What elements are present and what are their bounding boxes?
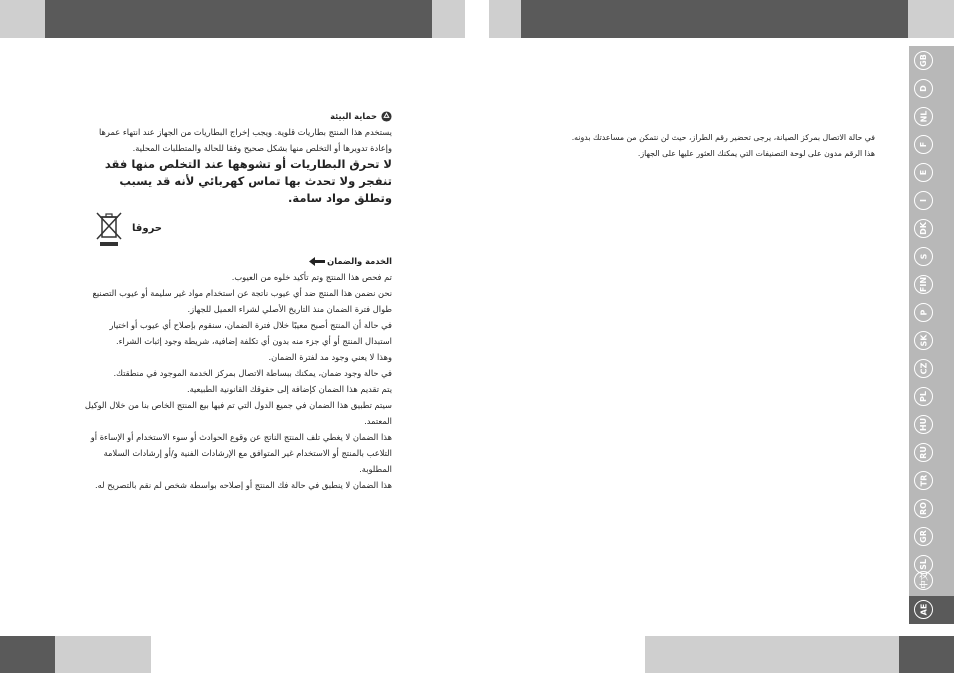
footer-block-left-light (55, 636, 151, 673)
service-paragraph: وهذا لا يعني وجود مد لفترة الضمان. (268, 352, 392, 362)
language-tab[interactable]: I (914, 191, 933, 210)
language-tab[interactable]: NL (914, 107, 933, 126)
language-tab[interactable]: SL (914, 555, 933, 574)
service-paragraph: يتم تقديم هذا الضمان كإضافة إلى حقوقك القانونية الطبيعية. (186, 384, 392, 394)
language-tab[interactable]: E (914, 163, 933, 182)
language-tab[interactable]: S (914, 247, 933, 266)
footer-block-left-dark (0, 636, 55, 673)
recycle-icon (381, 111, 392, 122)
service-center-paragraph: في حالة الاتصال بمركز الصيانة، يرجى تحضير رقم الطراز، حيث لن نتمكن من مساعدتك بدونه. (571, 133, 875, 142)
language-tab[interactable]: HU (914, 415, 933, 434)
language-tab[interactable]: F (914, 135, 933, 154)
right-page-content (560, 130, 875, 162)
language-tab-active[interactable]: AE (914, 600, 933, 619)
environment-heading-text: حماية البيئة (330, 111, 377, 121)
language-tab[interactable]: RO (914, 499, 933, 518)
rating-plate-paragraph: هذا الرقم مدون على لوحة التصنيفات التي يمكنك العثور عليها على الجهاز. (637, 149, 875, 158)
service-paragraph: نحن نضمن هذا المنتج ضد أي عيوب ناتجة عن استخدام مواد غير سليمة أو عيوب التصنيع طوال فترة الضمان منذ التاريخ الأصلي لشراء العميل للجهاز. (92, 288, 392, 314)
service-heading (82, 253, 392, 269)
service-paragraph: سيتم تطبيق هذا الضمان في جميع الدول التي تم فيها بيع المنتج الخاص بنا من خلال الوكيل المعتمد. (84, 400, 392, 426)
crossed-bin-icon (94, 211, 124, 247)
language-tab[interactable]: GR (914, 527, 933, 546)
language-tab[interactable]: CZ (914, 359, 933, 378)
service-paragraph: في حالة وجود ضمان، يمكنك ببساطة الاتصال بمركز الخدمة الموجود في منطقتك. (113, 368, 392, 378)
language-tab[interactable]: TR (914, 471, 933, 490)
footer-block-right-dark (899, 636, 954, 673)
language-tab[interactable]: GB (914, 51, 933, 70)
footer-block-right-light (645, 636, 899, 673)
burn-label: حروقا (132, 223, 162, 234)
page-gutter (465, 0, 489, 38)
disposal-row (82, 209, 392, 249)
language-tab[interactable]: FIN (914, 275, 933, 294)
environment-heading (82, 108, 392, 124)
service-paragraph: في حالة أن المنتج أصبح معيبًا خلال فترة الضمان، سنقوم بإصلاح أي عيوب أو اختيار استبدال المنتج أو أي جزء منه بدون أي تكلفة إضافية، شريطة وجود إثبات الشراء. (109, 320, 392, 346)
language-tab[interactable]: RU (914, 443, 933, 462)
language-tab[interactable]: SK (914, 331, 933, 350)
arrow-left-icon (309, 257, 325, 266)
service-paragraph: هذا الضمان لا ينطبق في حالة فك المنتج أو إصلاحه بواسطة شخص لم نقم بالتصريح له. (94, 480, 392, 490)
language-tab[interactable]: 中文 (914, 571, 933, 590)
service-paragraph: تم فحص هذا المنتج وتم تأكيد خلوه من العيوب. (231, 272, 392, 282)
language-tab[interactable]: PL (914, 387, 933, 406)
environment-text: يستخدم هذا المنتج بطاريات قلوية. ويجب إخراج البطاريات من الجهاز عند انتهاء عمرها وإعادة تدويرها أو التخلص منها بشكل صحيح وفقا للحالة والمتطلبات المحلية. (99, 127, 392, 153)
language-tab[interactable]: P (914, 303, 933, 322)
language-tab[interactable]: DK (914, 219, 933, 238)
battery-warning: لا تحرق البطاريات أو تشوهها عند التخلص منها فقد تنفجر ولا تحدث بها تماس كهربائي لأنه قد يسبب وتطلق مواد سامة. (104, 157, 392, 205)
header-block-left (45, 0, 432, 38)
header-block-right (521, 0, 908, 38)
language-tab[interactable]: D (914, 79, 933, 98)
service-paragraph: هذا الضمان لا يغطي تلف المنتج الناتج عن وقوع الحوادث أو سوء الاستخدام أو الإساءة أو التلاعب بالمنتج أو الاستخدام غير المتوافق مع الإرشادات الفنية و/أو إرشادات السلامة المطلوبة. (90, 432, 392, 474)
left-page-content (82, 108, 392, 493)
service-heading-text: الخدمة والضمان (327, 256, 392, 266)
